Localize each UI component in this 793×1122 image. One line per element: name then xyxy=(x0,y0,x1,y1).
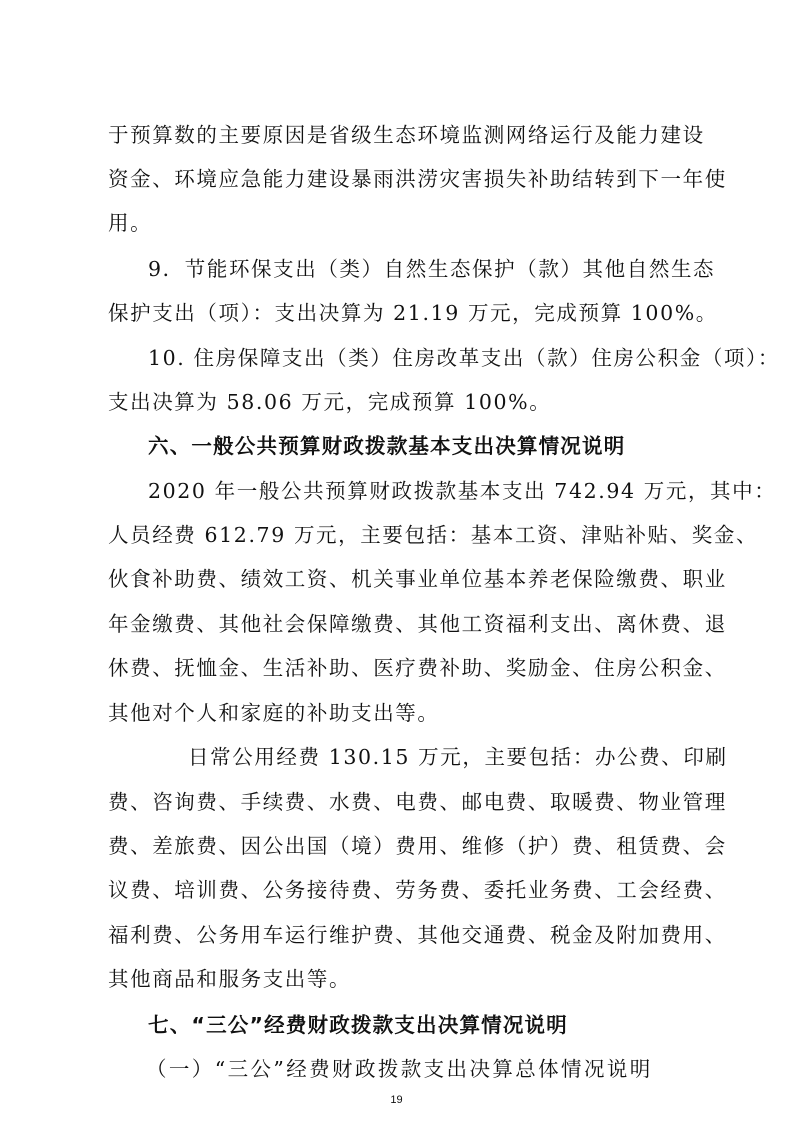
subsection-heading: （一）“三公”经费财政拨款支出决算总体情况说明 xyxy=(146,1057,653,1081)
paragraph-line: 9．节能环保支出（类）自然生态保护（款）其他自然生态 xyxy=(148,257,716,281)
paragraph-line: 日常公用经费 130.15 万元，主要包括：办公费、印刷 xyxy=(188,745,728,769)
page-number: 19 xyxy=(390,1094,403,1106)
paragraph-line: 保护支出（项）：支出决算为 21.19 万元，完成预算 100%。 xyxy=(108,301,718,325)
paragraph-line: 休费、抚恤金、生活补助、医疗费补助、奖励金、住房公积金、 xyxy=(108,656,727,680)
paragraph-line: 伙食补助费、绩效工资、机关事业单位基本养老保险缴费、职业 xyxy=(108,567,727,591)
paragraph-line: 于预算数的主要原因是省级生态环境监测网络运行及能力建设 xyxy=(108,123,705,147)
paragraph-line: 资金、环境应急能力建设暴雨洪涝灾害损失补助结转到下一年使 xyxy=(108,167,727,191)
paragraph-line: 其他对个人和家庭的补助支出等。 xyxy=(108,701,440,725)
paragraph-line: 年金缴费、其他社会保障缴费、其他工资福利支出、离休费、退 xyxy=(108,612,727,636)
paragraph-line: 支出决算为 58.06 万元，完成预算 100%。 xyxy=(108,390,552,414)
paragraph-line: 费、咨询费、手续费、水费、电费、邮电费、取暖费、物业管理 xyxy=(108,790,727,814)
paragraph-line: 福利费、公务用车运行维护费、其他交通费、税金及附加费用、 xyxy=(108,923,727,947)
paragraph-line: 用。 xyxy=(108,211,153,235)
paragraph-line: 人员经费 612.79 万元，主要包括：基本工资、津贴补贴、奖金、 xyxy=(108,523,759,547)
paragraph-line: 议费、培训费、公务接待费、劳务费、委托业务费、工会经费、 xyxy=(108,878,727,902)
paragraph-line: 其他商品和服务支出等。 xyxy=(108,967,352,991)
paragraph-line: 2020 年一般公共预算财政拨款基本支出 742.94 万元，其中： xyxy=(148,479,777,503)
section-heading: 七、“三公”经费财政拨款支出决算情况说明 xyxy=(148,1013,568,1037)
paragraph-line: 10. 住房保障支出（类）住房改革支出（款）住房公积金（项）： xyxy=(148,346,780,370)
paragraph-line: 费、差旅费、因公出国（境）费用、维修（护）费、租赁费、会 xyxy=(108,834,727,858)
section-heading: 六、一般公共预算财政拨款基本支出决算情况说明 xyxy=(148,434,626,458)
